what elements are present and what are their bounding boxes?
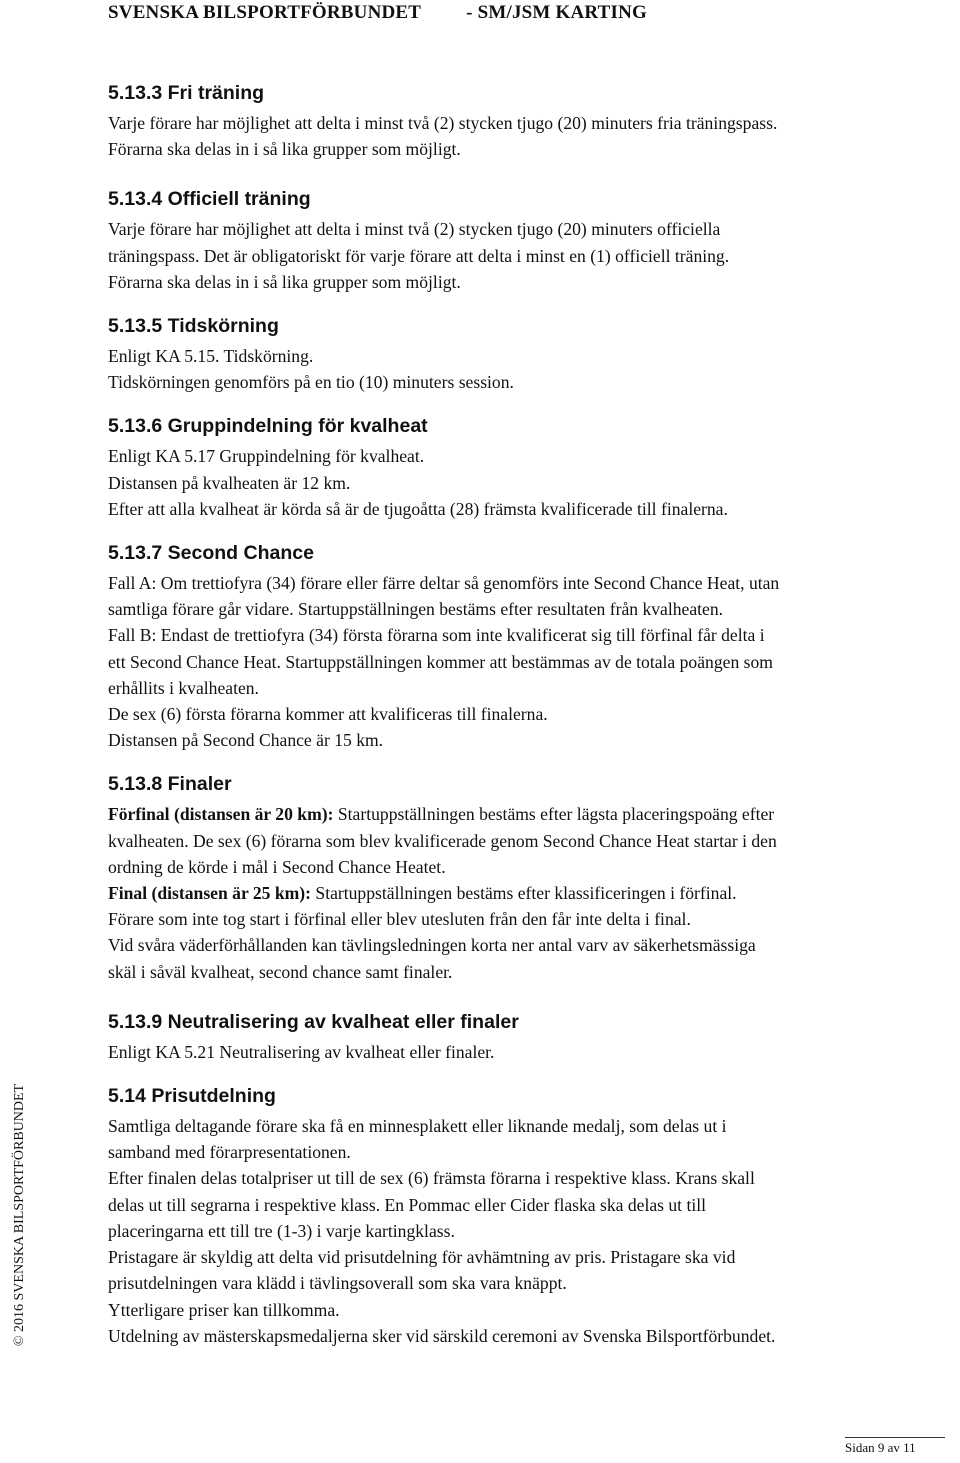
paragraph-line: samtliga förare går vidare. Startuppställningen bestäms efter resultaten från kvalheaten. (108, 599, 724, 620)
paragraph-line: skäl i såväl kvalheat, second chance samt finaler. (108, 961, 453, 982)
side-copyright (0, 1070, 40, 1360)
paragraph-line: ordning de körde i mål i Second Chance Heatet. (108, 856, 446, 877)
section-finaler (108, 771, 953, 984)
paragraph-line: Enligt KA 5.21 Neutralisering av kvalheat eller finaler. (108, 1041, 495, 1062)
paragraph-line (108, 880, 953, 906)
paragraph-line: Varje förare har möjlighet att delta i minst två (2) stycken tjugo (20) minuters fria träningspass. (108, 113, 778, 133)
paragraph-line: Fall A: Om trettiofyra (34) förare eller färre deltar så genomförs inte Second Chance Heat, utan (108, 573, 780, 594)
paragraph-line: Enligt KA 5.15. Tidskörning. (108, 346, 314, 367)
document-body (108, 80, 953, 1367)
paragraph-line: Förarna ska delas in i så lika grupper som möjligt. (108, 139, 461, 160)
header-doc: - SM/JSM KARTING (466, 2, 648, 23)
bold-label: Final (distansen är 25 km): (108, 883, 311, 904)
paragraph-line: De sex (6) första förarna kommer att kvalificeras till finalerna. (108, 704, 548, 725)
paragraph-line: Förarna ska delas in i så lika grupper som möjligt. (108, 271, 461, 292)
paragraph-line: ett Second Chance Heat. Startuppställningen kommer att bestämmas av de totala poängen som (108, 651, 773, 672)
page-number: Sidan 9 av 11 (845, 1440, 916, 1455)
line-text: Startuppställningen bestäms efter lägsta placeringspoäng efter (337, 804, 775, 825)
header-org: SVENSKA BILSPORTFÖRBUNDET (108, 2, 422, 23)
paragraph-line: Distansen på kvalheaten är 12 km. (108, 472, 351, 493)
paragraph-line: träningspass. Det är obligatoriskt för varje förare att delta i minst en (1) officiell träning. (108, 245, 730, 266)
section-gruppindelning (108, 413, 953, 522)
section-heading: 5.13.4 Officiell träning (108, 188, 311, 211)
paragraph-line: delas ut till segrarna i respektive klass. En Pommac eller Cider flaska ska delas ut till (108, 1194, 707, 1215)
page-header (108, 2, 647, 24)
paragraph-line: placeringarna ett till tre (1-3) i varje kartingklass. (108, 1220, 455, 1241)
section-heading: 5.13.5 Tidskörning (108, 315, 279, 338)
paragraph-line: Efter att alla kvalheat är körda så är de tjugoåtta (28) främsta kvalificerade till finalerna. (108, 498, 728, 519)
paragraph-line: Samtliga deltagande förare ska få en minnesplakett eller liknande medalj, som delas ut i (108, 1116, 727, 1137)
section-fri-traning (108, 80, 953, 162)
paragraph-line: Efter finalen delas totalpriser ut till de sex (6) främsta förarna i respektive klass. Krans skall (108, 1168, 755, 1189)
section-tidskorning (108, 313, 953, 395)
paragraph-line: Vid svåra väderförhållanden kan tävlingsledningen korta ner antal varv av säkerhetsmässiga (108, 935, 756, 956)
section-prisutdelning (108, 1083, 953, 1349)
section-heading: 5.14 Prisutdelning (108, 1085, 276, 1108)
paragraph-line: prisutdelningen vara klädd i tävlingsoverall som ska vara knäppt. (108, 1273, 567, 1294)
paragraph-line: Förare som inte tog start i förfinal eller blev utesluten från den får inte delta i final. (108, 909, 691, 930)
paragraph-line: Fall B: Endast de trettiofyra (34) första förarna som inte kvalificerat sig till förfinal får delta i (108, 625, 765, 646)
section-heading: 5.13.7 Second Chance (108, 542, 314, 565)
paragraph-line: erhållits i kvalheaten. (108, 677, 259, 698)
paragraph-line: Ytterligare priser kan tillkomma. (108, 1299, 340, 1320)
line-text: Startuppställningen bestäms efter klassificeringen i förfinal. (315, 883, 737, 904)
section-heading: 5.13.3 Fri träning (108, 82, 265, 104)
paragraph-line: Utdelning av mästerskapsmedaljerna sker vid särskild ceremoni av Svenska Bilsportförbundet. (108, 1325, 776, 1346)
paragraph-line: Distansen på Second Chance är 15 km. (108, 730, 384, 751)
footer-divider (845, 1437, 945, 1438)
bold-label: Förfinal (distansen är 20 km): (108, 804, 334, 825)
section-heading: 5.13.9 Neutralisering av kvalheat eller finaler (108, 1010, 519, 1033)
section-second-chance (108, 540, 953, 753)
paragraph-line: samband med förarpresentationen. (108, 1142, 351, 1163)
paragraph-line: Tidskörningen genomförs på en tio (10) minuters session. (108, 372, 514, 393)
paragraph-line (108, 801, 953, 827)
section-neutralisering (108, 1009, 953, 1065)
paragraph-line: Enligt KA 5.17 Gruppindelning för kvalheat. (108, 446, 425, 467)
paragraph-line: Pristagare är skyldig att delta vid prisutdelning för avhämtning av pris. Pristagare ska vid (108, 1247, 736, 1268)
paragraph-line: Varje förare har möjlighet att delta i minst två (2) stycken tjugo (20) minuters officiella (108, 219, 721, 240)
section-officiell-traning (108, 186, 953, 295)
section-heading: 5.13.6 Gruppindelning för kvalheat (108, 415, 428, 438)
section-heading: 5.13.8 Finaler (108, 773, 232, 796)
paragraph-line: kvalheaten. De sex (6) förarna som blev kvalificerade genom Second Chance Heat startar i den (108, 830, 777, 851)
copyright-text: © 2016 SVENSKA BILSPORTFÖRBUNDET (12, 1083, 27, 1347)
